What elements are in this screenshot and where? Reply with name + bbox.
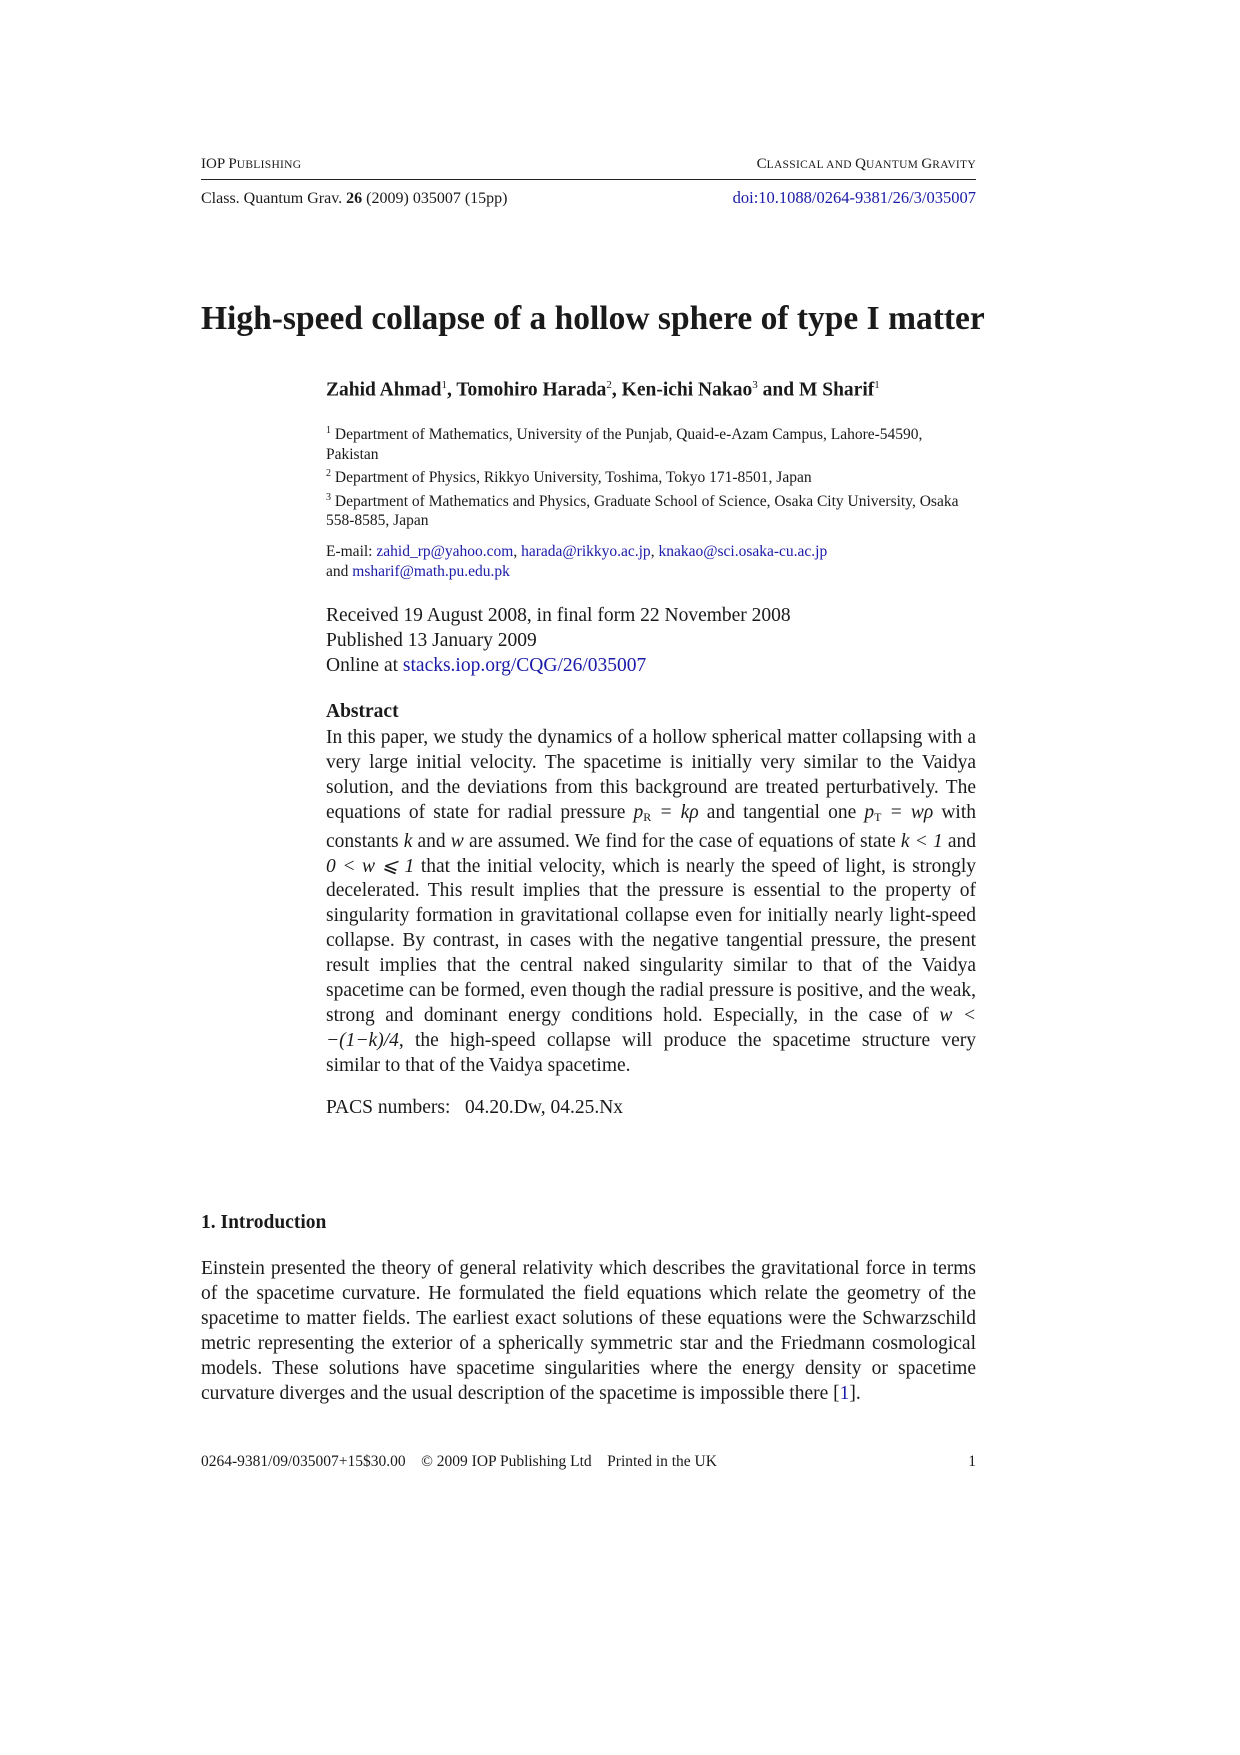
email-link[interactable]: knakao@sci.osaka-cu.ac.jp [658, 543, 828, 560]
running-head-journal: CLASSICAL AND QUANTUM GRAVITY [756, 156, 976, 172]
abstract-text: In this paper, we study the dynamics of a hollow spherical matter collapsing with a very large initial velocity. The spacetime is initially very similar to the Vaidya solution, and the deviations from this background are treated perturbatively. The equations of state for radial pressure pR = kρ and tangential one pT = wρ with constants k and w are assumed. We find for the case of equations of state k < 1 and 0 < w ⩽ 1 that the initial velocity, which is nearly the speed of light, is strongly decelerated. This result implies that the pressure is essential to the property of singularity formation in gravitational collapse even for initially nearly light-speed collapse. By contrast, in cases with the negative tangential pressure, the present result implies that the central naked singularity similar to that of the Vaidya spacetime can be formed, even though the radial pressure is positive, and the weak, strong and dominant energy conditions hold. Especially, in the case of w < −(1−k)/4, the high-speed collapse will produce the spacetime structure very similar to that of the Vaidya spacetime. [326, 727, 977, 1076]
introduction-text: Einstein presented the theory of general relativity which describes the gravitational force in terms of the spacetime curvature. He formulated the field equations which relate the geometry of the spacetime to matter fields. The earliest exact solutions of these equations were the Schwarzschild metric representing the exterior of a spherically symmetric star and the Friedmann cosmological models. These solutions have spacetime singularities where the energy density or spacetime curvature diverges and the usual description of the spacetime is impossible there [1]. [201, 1258, 976, 1404]
affiliations [326, 421, 976, 531]
email-link[interactable]: msharif@math.pu.edu.pk [352, 562, 510, 580]
author-name: Zahid Ahmad [326, 379, 442, 401]
email-link[interactable]: zahid_rp@yahoo.com [376, 543, 514, 560]
author-separator: , [611, 379, 622, 401]
doi-link[interactable]: doi:10.1088/0264-9381/26/3/035007 [732, 188, 976, 207]
affiliation-item: $^1$ Department of Mathematics, University of the Punjab, Quaid-e-Azam Campus, Lahore-54590, Pakistan [326, 425, 923, 463]
affiliation-item: $^3$ Department of Mathematics and Physics, Graduate School of Science, Osaka City University, Osaka 558-8585, Japan [326, 491, 959, 530]
header-rule [201, 179, 976, 180]
email-link[interactable]: harada@rikkyo.ac.jp [521, 543, 651, 560]
author-name: M Sharif [798, 379, 875, 401]
paper-title: High-speed collapse of a hollow sphere of type I matter [201, 300, 985, 337]
author-name: Ken-ichi Nakao [621, 379, 753, 401]
email-label: E-mail: [326, 543, 377, 560]
online-link[interactable]: stacks.iop.org/CQG/26/035007 [402, 655, 647, 676]
email-and: and [326, 562, 353, 580]
author-separator: , [446, 379, 457, 401]
author-and: and [757, 379, 799, 401]
page-number: 1 [968, 1453, 976, 1470]
section-heading-introduction: 1. Introduction [201, 1212, 327, 1233]
affiliation-mark: 1 [441, 379, 447, 391]
running-head-publisher: IOP PUBLISHING [201, 156, 302, 172]
affiliation-mark: 1 [874, 379, 880, 391]
author-list [326, 379, 880, 402]
abstract-heading: Abstract [326, 701, 399, 722]
publication-dates [326, 603, 791, 678]
online-line: Online at stacks.iop.org/CQG/26/035007 [326, 655, 647, 676]
affiliation-item: $^2$ Department of Physics, Rikkyo University, Toshima, Tokyo 171-8501, Japan [326, 468, 812, 487]
pacs-numbers: PACS numbers: 04.20.Dw, 04.25.Nx [326, 1097, 624, 1118]
author-name: Tomohiro Harada [456, 379, 607, 401]
email-block: E-mail: zahid_rp@yahoo.com, harada@rikkyo.ac.jp, knakao@sci.osaka-cu.ac.jp and msharif@math.pu.edu.pk [326, 543, 828, 580]
footer-copyright: 0264-9381/09/035007+15$30.00 © 2009 IOP Publishing Ltd Printed in the UK [201, 1453, 717, 1470]
affiliation-mark: 3 [752, 379, 758, 391]
citation-line: Class. Quantum Grav. 26 (2009) 035007 (15pp) [201, 190, 508, 207]
received-date: Received 19 August 2008, in final form 22 November 2008 [326, 605, 791, 626]
affiliation-mark: 2 [606, 379, 612, 391]
reference-link[interactable]: 1 [839, 1382, 850, 1404]
published-date: Published 13 January 2009 [326, 630, 537, 651]
